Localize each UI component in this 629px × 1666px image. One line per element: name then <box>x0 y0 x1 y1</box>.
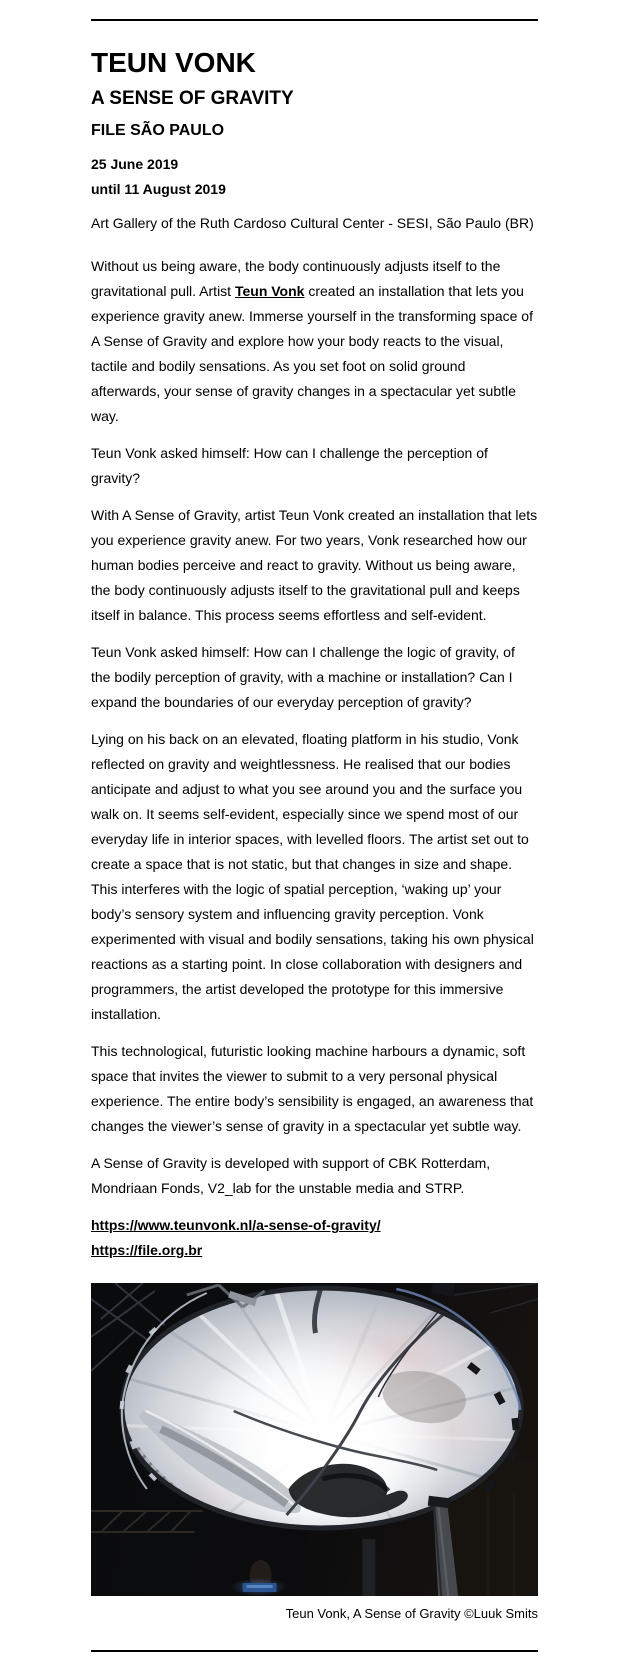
links-block <box>91 1213 538 1263</box>
bottom-rule <box>91 1650 538 1652</box>
paragraph-support: A Sense of Gravity is developed with support of CBK Rotterdam, Mondriaan Fonds, V2_lab for the unstable media and STRP. <box>91 1155 491 1197</box>
paragraph-question-1: Teun Vonk asked himself: How can I challenge the perception of gravity? <box>91 445 488 487</box>
paragraph-intro <box>91 254 538 429</box>
intro-text-before: Without us being aware, the body continuously adjusts itself to the gravitational pull. Artist <box>91 258 501 300</box>
paragraph-about: With A Sense of Gravity, artist Teun Vonk created an installation that lets you experience gravity anew. For two years, Vonk researched how our human bodies perceive and react to gravity. Without us being aware, the body continuously adjusts itself to the gravitational pull and keeps itself in balance. This process seems effortless and self-evident. <box>91 507 538 624</box>
file-site-link[interactable]: https://file.org.br <box>91 1242 203 1259</box>
date-start: 25 June 2019 <box>91 156 179 173</box>
date-end: until 11 August 2019 <box>91 181 226 198</box>
paragraph-machine: This technological, futuristic looking machine harbours a dynamic, soft space that invites the viewer to submit to a very personal physical experience. The entire body’s sensibility is engaged, an awareness that changes the viewer’s sense of gravity in a spectacular yet subtle way. <box>91 1043 534 1135</box>
artist-link[interactable]: Teun Vonk <box>234 283 305 300</box>
paragraph-question-2: Teun Vonk asked himself: How can I challenge the logic of gravity, of the bodily perception of gravity, with a machine or installation? Can I expand the boundaries of our everyday perception of gravity? <box>91 644 515 711</box>
newsletter-page <box>91 19 538 1666</box>
installation-photo-figure <box>91 1283 538 1622</box>
top-rule <box>91 19 538 21</box>
venue-line: Art Gallery of the Ruth Cardoso Cultural Center - SESI, São Paulo (BR) <box>91 215 534 232</box>
event-title: FILE SÃO PAULO <box>91 122 225 140</box>
work-title: A SENSE OF GRAVITY <box>91 88 294 110</box>
paragraph-process: Lying on his back on an elevated, floating platform in his studio, Vonk reflected on gravity and weightlessness. He realised that our bodies anticipate and adjust to what you see around you and the surface you walk on. It seems self-evident, especially since we spend most of our everyday life in interior spaces, with levelled floors. The artist set out to create a space that is not static, but that changes in size and shape. This interferes with the logic of spatial perception, ‘waking up’ your body’s sensory system and influencing gravity perception. Vonk experimented with visual and bodily sensations, taking his own physical reactions as a starting point. In close collaboration with designers and programmers, the artist developed the prototype for this immersive installation. <box>91 731 534 1023</box>
teunvonk-site-link[interactable]: https://www.teunvonk.nl/a-sense-of-gravity/ <box>91 1217 381 1234</box>
intro-text-after: created an installation that lets you experience gravity anew. Immerse yourself in the transforming space of A Sense of Gravity and explore how your body reacts to the visual, tactile and bodily sensations. As you set foot on solid ground afterwards, your sense of gravity changes in a spectacular yet subtle way. <box>91 283 533 425</box>
photo-caption: Teun Vonk, A Sense of Gravity ©Luuk Smits <box>285 1606 538 1622</box>
artist-title: TEUN VONK <box>91 47 256 78</box>
installation-photo <box>91 1283 538 1596</box>
exhibition-dates <box>91 152 538 202</box>
